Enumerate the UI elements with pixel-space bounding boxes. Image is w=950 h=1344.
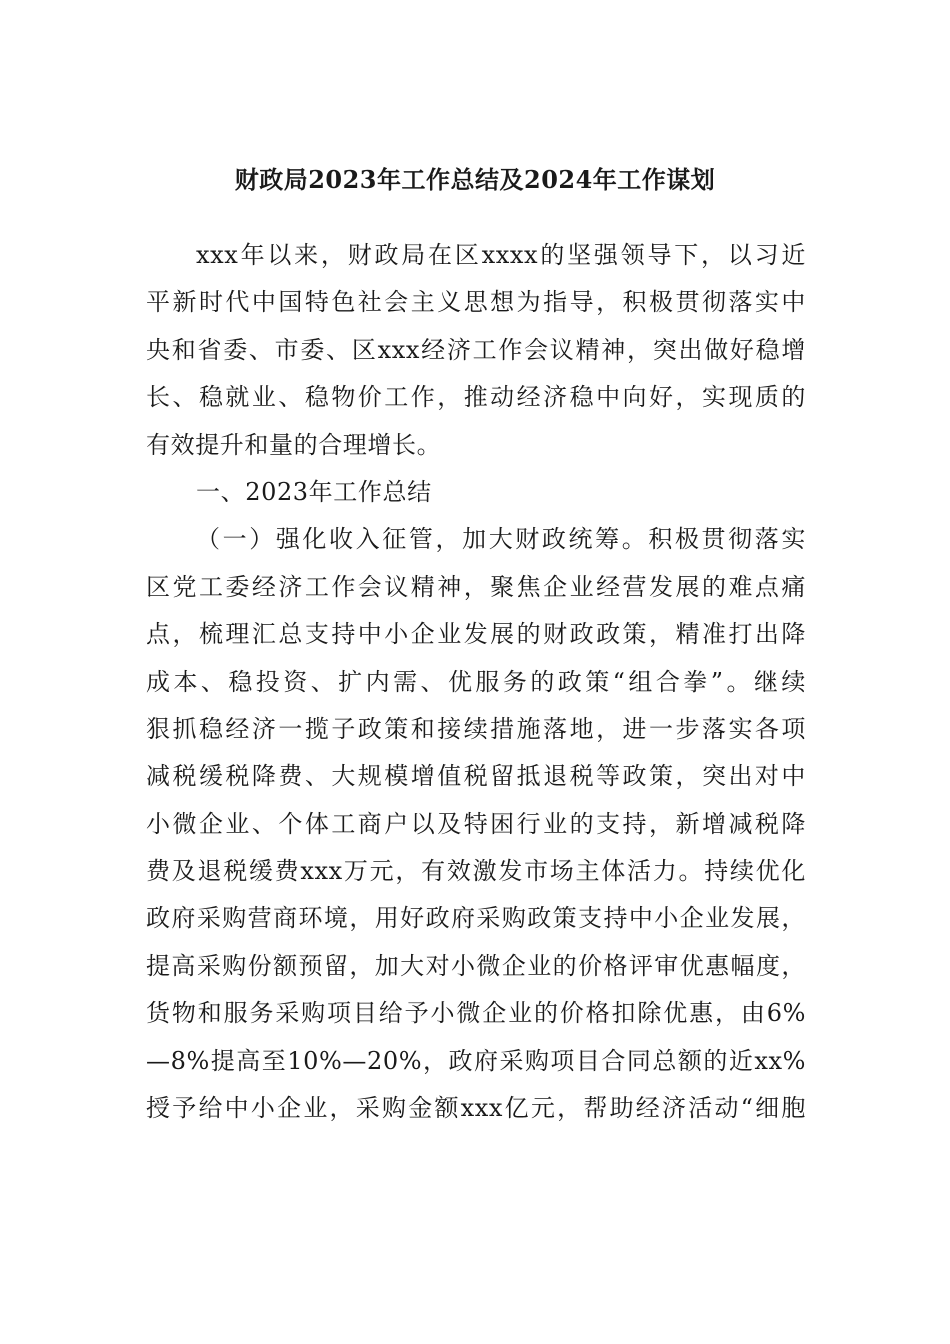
body-line: 成本、稳投资、扩内需、优服务的政策“组合拳”。继续 bbox=[146, 667, 806, 696]
body-line: 费及退税缓费xxx万元，有效激发市场主体活力。持续优化 bbox=[146, 857, 806, 886]
body-line: 政府采购营商环境，用好政府采购政策支持中小企业发展， bbox=[146, 904, 806, 933]
body-line: 一、2023年工作总结 bbox=[196, 477, 432, 506]
body-line: 货物和服务采购项目给予小微企业的价格扣除优惠，由6% bbox=[146, 999, 806, 1028]
body-line: 减税缓税降费、大规模增值税留抵退税等政策，突出对中 bbox=[146, 762, 806, 791]
body-line: 小微企业、个体工商户以及特困行业的支持，新增减税降 bbox=[146, 809, 806, 838]
body-line: 长、稳就业、稳物价工作，推动经济稳中向好，实现质的 bbox=[146, 383, 806, 412]
body-line: 狠抓稳经济一揽子政策和接续措施落地，进一步落实各项 bbox=[146, 714, 806, 743]
body-line: 平新时代中国特色社会主义思想为指导，积极贯彻落实中 bbox=[146, 288, 806, 317]
body-line: 授予给中小企业，采购金额xxx亿元，帮助经济活动“细胞 bbox=[146, 1094, 806, 1123]
body-line: 点，梳理汇总支持中小企业发展的财政政策，精准打出降 bbox=[146, 620, 806, 649]
document-body bbox=[146, 232, 806, 1132]
body-line: xxx年以来，财政局在区xxxx的坚强领导下，以习近 bbox=[196, 241, 806, 269]
document-title: 财政局2023年工作总结及2024年工作谋划 bbox=[234, 165, 716, 194]
body-line: —8%提高至10%—20%，政府采购项目合同总额的近xx% bbox=[146, 1046, 806, 1075]
body-line: （一）强化收入征管，加大财政统筹。积极贯彻落实 bbox=[196, 525, 806, 554]
body-line: 有效提升和量的合理增长。 bbox=[146, 430, 442, 459]
body-line: 提高采购份额预留，加大对小微企业的价格评审优惠幅度， bbox=[146, 951, 806, 980]
body-line: 区党工委经济工作会议精神，聚焦企业经营发展的难点痛 bbox=[146, 572, 806, 601]
body-line: 央和省委、市委、区xxx经济工作会议精神，突出做好稳增 bbox=[146, 335, 806, 364]
